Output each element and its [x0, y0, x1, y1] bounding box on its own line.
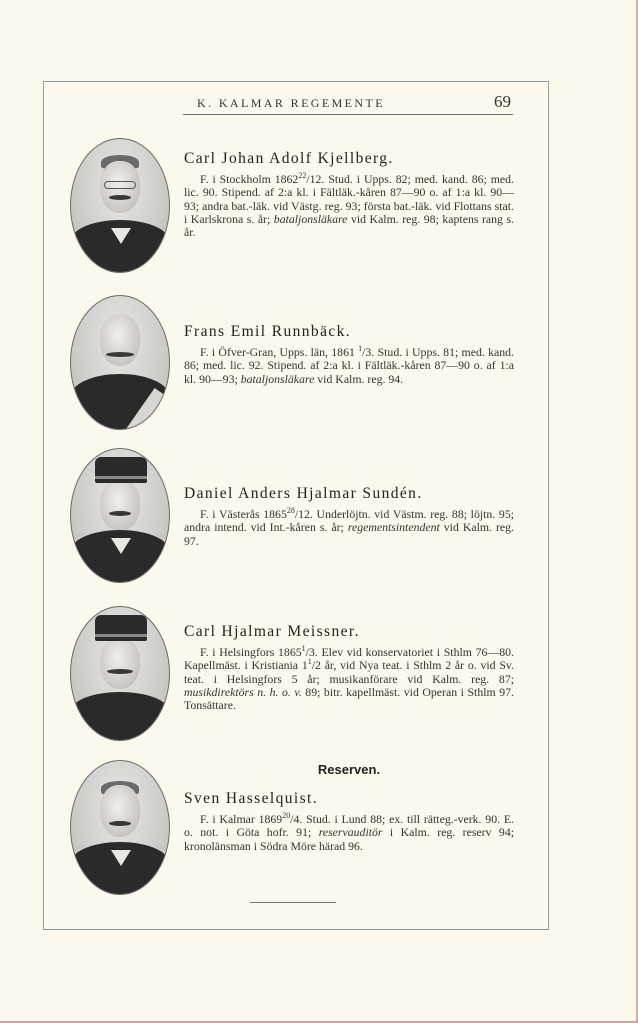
entry-name: Sven Hasselquist.	[184, 790, 319, 807]
portrait-runnback	[70, 295, 170, 430]
entry-name: Daniel Anders Hjalmar Sundén.	[184, 485, 423, 502]
portrait-kjellberg	[70, 138, 170, 273]
section-heading-reserven: Reserven.	[317, 762, 381, 777]
entry-bio: F. i Stockholm 1862$^{22}$/12. Stud. i Upps. 82; med. kand. 86; med. lic. 90. Stipend. af 2:a kl. i Fältläk.-kåren 87—90 o. af 1:a kl. 90—93; andra bat.-läk. vid Västg. reg. 93; första bat.-läk. vid Flottans stat. i Karlskrona s. år; bataljonsläkare vid Kalm. reg. 98; kaptens rang s. år.	[184, 171, 514, 240]
entry-bio: F. i Kalmar 1869$^{20}$/4. Stud. i Lund 88; ex. till rätteg.-verk. 90. E. o. not. i Göta hofr. 91; reservauditör i Kalm. reg. reserv 94; kronolänsman i Södra Möre härad 96.	[184, 811, 514, 853]
portrait-hasselquist	[70, 760, 170, 895]
portrait-sunden	[70, 448, 170, 583]
page-number: 69	[494, 92, 511, 111]
entry-name: Carl Johan Adolf Kjellberg.	[184, 150, 394, 167]
entry-name: Carl Hjalmar Meissner.	[184, 623, 360, 640]
entry-name: Frans Emil Runnbäck.	[184, 323, 352, 340]
entry-bio: F. i Västerås 1865$^{28}$/12. Underlöjtn. vid Västm. reg. 88; löjtn. 95; andra intend. vid Int.-kåren s. år; regementsintendent vid Kalm. reg. 97.	[184, 506, 515, 548]
portrait-meissner	[70, 606, 170, 741]
entry-bio: F. i Öfver-Gran, Upps. län, 1861 $^1$/3. Stud. i Upps. 81; med. kand. 86; med. lic. 92. Stipend. af 2:a kl. i Fältläk.-kåren 87—90 o. af 1:a kl. 90—93; bataljonsläkare vid Kalm. reg. 94.	[184, 344, 514, 386]
entry-hasselquist	[184, 790, 514, 853]
end-rule	[250, 902, 336, 903]
entry-runnback	[184, 323, 514, 386]
running-title: K. KALMAR REGEMENTE	[197, 96, 385, 110]
entry-sunden	[184, 485, 514, 548]
entry-kjellberg	[184, 150, 514, 239]
running-head	[183, 88, 513, 115]
entry-bio: F. i Helsingfors 1865$^1$/3. Elev vid konservatoriet i Sthlm 76—80. Kapellmäst. i Kristiania $1^1/2$ år, vid Nya teat. i Sthlm 2 år o. vid Sv. teat. i Helsingfors 5 år; musikanförare vid Kalm. reg. 87; musikdirektörs n. h. o. v. 89; bitr. kapellmäst. vid Operan i Sthlm 97. Tonsättare.	[184, 644, 515, 713]
entry-meissner	[184, 623, 514, 712]
